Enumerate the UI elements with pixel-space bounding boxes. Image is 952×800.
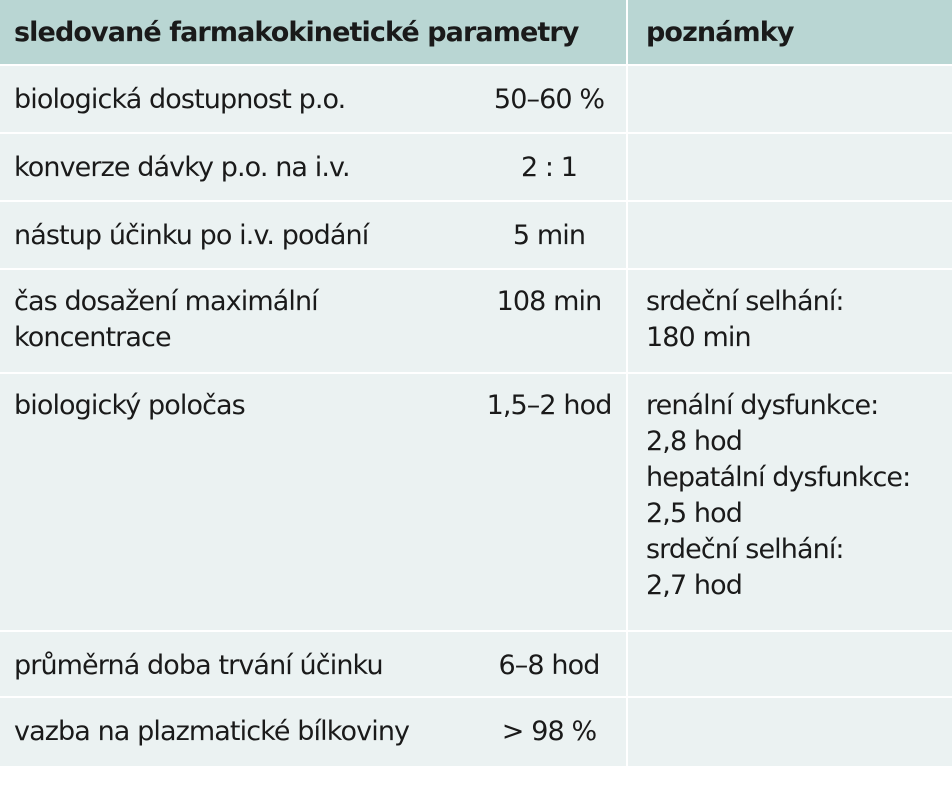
table-row-1-value: 2 : 1: [472, 134, 626, 200]
table-row-5-notes: [628, 632, 952, 696]
header-notes: poznámky: [628, 0, 952, 64]
table-row-1-notes: [628, 134, 952, 200]
table-row-3-value: 108 min: [472, 270, 626, 372]
header-parameters: sledované farmakokinetické parametry: [0, 0, 626, 64]
table-row-2-parameter: nástup účinku po i.v. podání: [0, 202, 472, 268]
table-row-0-value: 50–60 %: [472, 66, 626, 132]
table-row-5-parameter: průměrná doba trvání účinku: [0, 632, 472, 696]
table-row-0-parameter: biologická dostupnost p.o.: [0, 66, 472, 132]
table-row-3-notes: srdeční selhání: 180 min: [628, 270, 952, 372]
table-row-6-parameter: vazba na plazmatické bílkoviny: [0, 698, 472, 766]
table-row-2-value: 5 min: [472, 202, 626, 268]
table-row-3-parameter: čas dosažení maximální koncentrace: [0, 270, 472, 372]
table-row-1-parameter: konverze dávky p.o. na i.v.: [0, 134, 472, 200]
table-row-6-notes: [628, 698, 952, 766]
table-row-4-value: 1,5–2 hod: [472, 374, 626, 630]
table-row-2-notes: [628, 202, 952, 268]
table-row-0-notes: [628, 66, 952, 132]
table-row-6-value: > 98 %: [472, 698, 626, 766]
table-row-4-notes: renální dysfunkce: 2,8 hod hepatální dysfunkce: 2,5 hod srdeční selhání: 2,7 hod: [628, 374, 952, 630]
table-row-5-value: 6–8 hod: [472, 632, 626, 696]
table-row-4-parameter: biologický poločas: [0, 374, 472, 630]
